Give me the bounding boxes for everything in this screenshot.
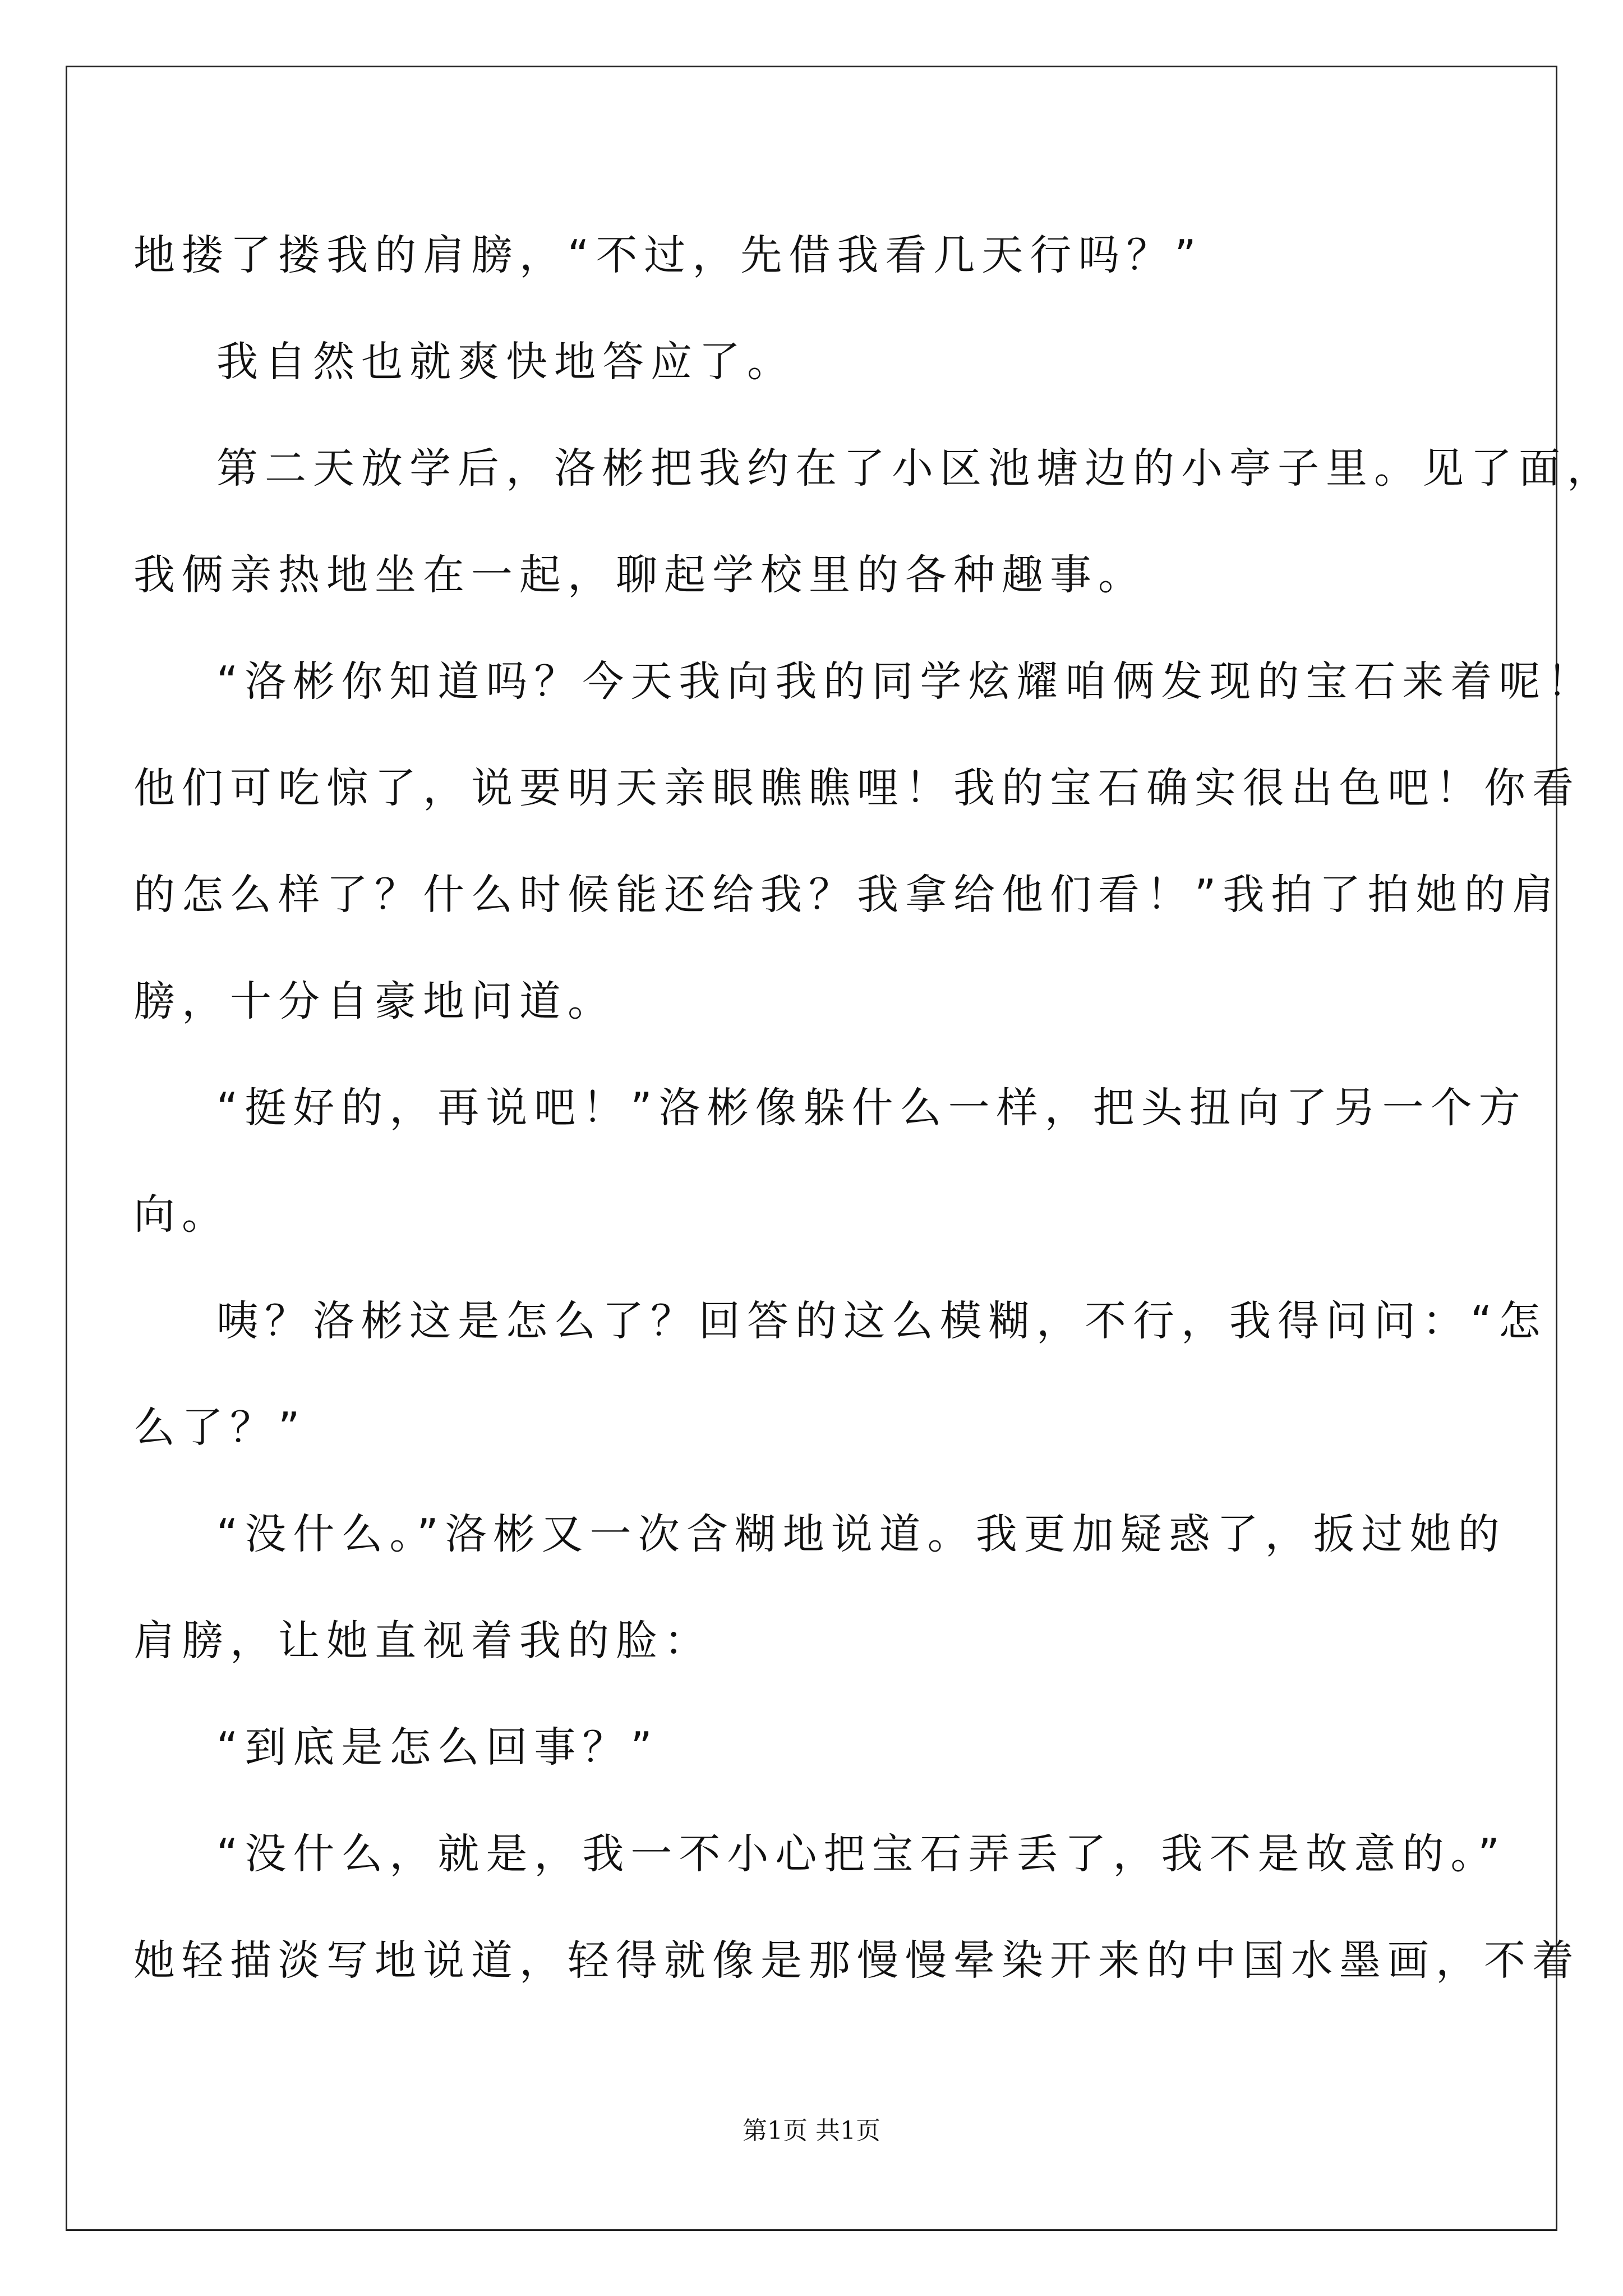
text-line: “挺好的，再说吧！”洛彬像躲什么一样，把头扭向了另一个方: [216, 1084, 1527, 1132]
text-line: 向。: [133, 1190, 230, 1239]
text-line: 他们可吃惊了，说要明天亲眼瞧瞧哩！我的宝石确实很出色吧！你看: [133, 764, 1580, 812]
text-line: 咦？洛彬这是怎么了？回答的这么模糊，不行，我得问问：“怎: [216, 1297, 1547, 1345]
text-line: 我自然也就爽快地答应了。: [216, 338, 795, 386]
text-line: 膀，十分自豪地问道。: [133, 977, 616, 1025]
text-line: 地搂了搂我的肩膀，“不过，先借我看几天行吗？”: [133, 231, 1203, 279]
page-number-footer: 第1页 共1页: [743, 2116, 880, 2145]
text-line: 第二天放学后，洛彬把我约在了小区池塘边的小亭子里。见了面，: [216, 444, 1615, 493]
text-line: 我俩亲热地坐在一起，聊起学校里的各种趣事。: [133, 551, 1146, 599]
text-line: “没什么。”洛彬又一次含糊地说道。我更加疑惑了，扳过她的: [216, 1510, 1506, 1558]
text-line: “没什么，就是，我一不小心把宝石弄丢了，我不是故意的。”: [216, 1830, 1506, 1878]
document-body: [133, 0, 1615, 1985]
text-line: 么了？”: [133, 1404, 307, 1452]
text-line: 她轻描淡写地说道，轻得就像是那慢慢晕染开来的中国水墨画，不着: [133, 1936, 1580, 1985]
text-line: 肩膀，让她直视着我的脸：: [133, 1617, 712, 1665]
text-line: 的怎么样了？什么时候能还给我？我拿给他们看！”我拍了拍她的肩: [133, 871, 1561, 919]
text-line: “洛彬你知道吗？今天我向我的同学炫耀咱俩发现的宝石来着呢！: [216, 657, 1596, 706]
text-line: “到底是怎么回事？”: [216, 1723, 659, 1772]
